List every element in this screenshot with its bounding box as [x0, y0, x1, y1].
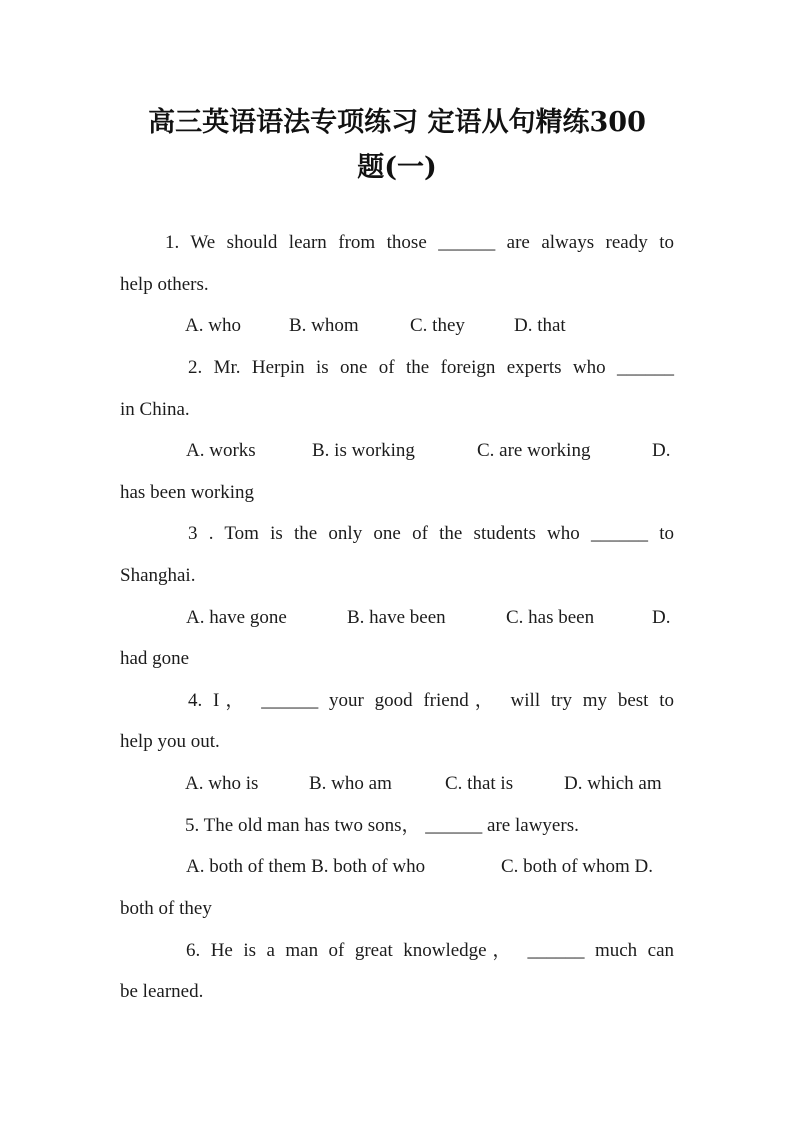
question-1-option-d: D. that — [514, 315, 566, 336]
question-2-option-c: C. are working — [477, 440, 591, 461]
question-5-options-c-d: C. both of whom D. — [501, 856, 653, 877]
question-2-option-b: B. is working — [312, 440, 415, 461]
question-4-stem: 4. I， ______ your good friend， will try my best to — [188, 690, 674, 711]
question-4-option-b: B. who am — [309, 773, 392, 794]
question-2-stem-continued: in China. — [120, 399, 190, 420]
question-3-option-d-label: D. — [652, 607, 671, 628]
question-3-option-a: A. have gone — [186, 607, 287, 628]
question-3-option-d-text: had gone — [120, 648, 190, 669]
question-5-options-a-b: A. both of them B. both of who — [186, 856, 426, 877]
question-2-option-a: A. works — [186, 440, 256, 461]
question-1-stem: 1. We should learn from those ______ are always ready to — [165, 232, 674, 253]
question-1-option-c: C. they — [410, 315, 465, 336]
question-3-stem: 3 . Tom is the only one of the students who ______ to — [188, 523, 674, 544]
question-1-option-a: A. who — [185, 315, 241, 336]
document-title-line-1: 高三英语语法专项练习 定语从句精练300 — [148, 107, 646, 138]
question-1-stem-continued: help others. — [120, 274, 209, 295]
question-2-option-d-text: has been working — [120, 482, 255, 503]
question-5-stem: 5. The old man has two sons， ______ are lawyers. — [185, 815, 579, 836]
question-5-option-d-text: both of they — [120, 898, 212, 919]
question-2-option-d-label: D. — [652, 440, 671, 461]
question-4-option-c: C. that is — [445, 773, 514, 794]
question-4-stem-continued: help you out. — [120, 731, 220, 752]
question-1-option-b: B. whom — [289, 315, 359, 336]
question-6-stem: 6. He is a man of great knowledge， ______ much can — [186, 940, 674, 961]
question-6-stem-continued: be learned. — [120, 981, 204, 1002]
question-3-option-c: C. has been — [506, 607, 595, 628]
question-3-stem-continued: Shanghai. — [120, 565, 196, 586]
question-4-option-a: A. who is — [185, 773, 259, 794]
document-title-line-2: 题(一) — [357, 152, 437, 183]
question-3-option-b: B. have been — [347, 607, 446, 628]
question-2-stem: 2. Mr. Herpin is one of the foreign experts who ______ — [188, 357, 674, 378]
question-4-option-d: D. which am — [564, 773, 662, 794]
